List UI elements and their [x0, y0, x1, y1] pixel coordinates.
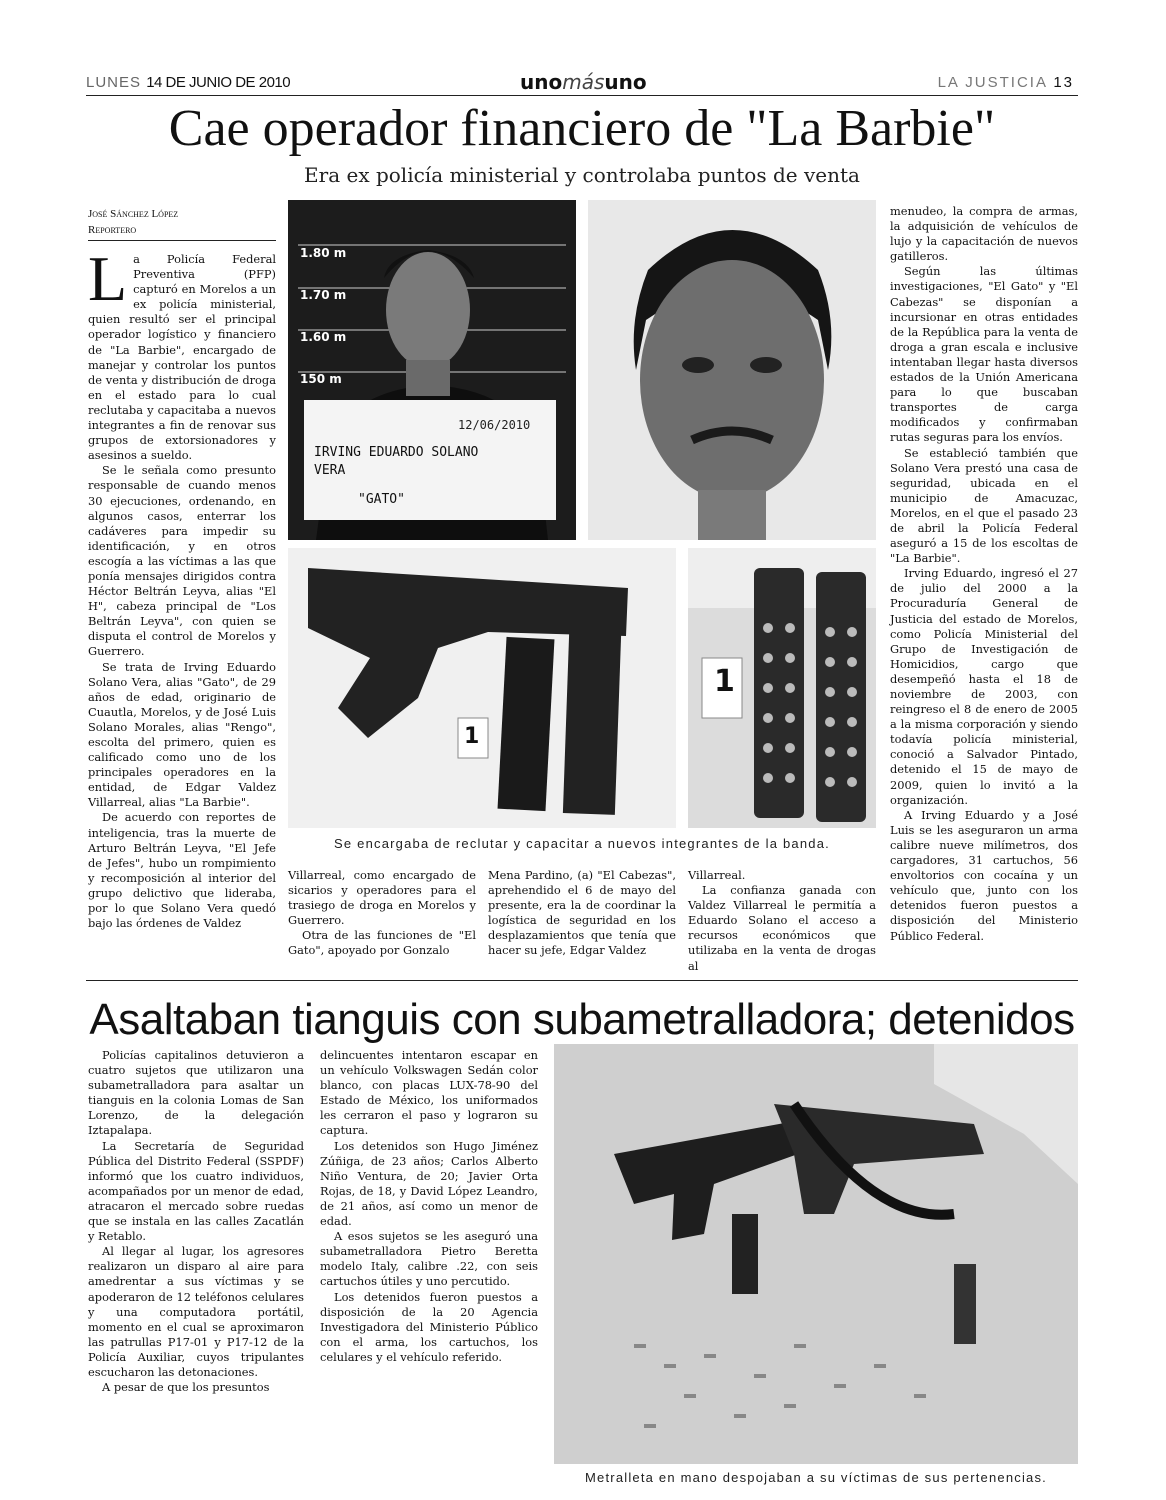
- page-number: 13: [1053, 74, 1074, 91]
- paragraph: Villarreal, como encargado de sicarios y operadores para el trasiego de droga en Morelos y Guerrero.: [288, 868, 476, 928]
- paragraph: menudeo, la compra de armas, la adquisición de vehículos de lujo y la capacitación de nuevos gatilleros.: [890, 204, 1078, 264]
- article1-column-4: [688, 868, 876, 974]
- header-day: LUNES: [86, 74, 142, 91]
- height-mark: 1.70 m: [300, 288, 347, 302]
- sign-date: 12/06/2010: [458, 418, 531, 432]
- sign-name: [314, 444, 478, 480]
- sign-alias: "GATO": [358, 492, 405, 507]
- paragraph: Se le señala como presunto responsable de cuando menos 30 ejecuciones, ordenando, en algunos casos, enterrar los cadáveres para impedir su identificación, y en otros escogía a las víctimas a las que ponía mensajes dirigidos contra Héctor Beltrán Leyva, alias "El H", cabeza principal de "Los Beltrán Leyva", con quien se disputa el control de Morelos y Guerrero.: [88, 463, 276, 659]
- paragraph: La confianza ganada con Valdez Villarreal le permitía a Eduardo Solano el acceso a recursos económicos que utilizaba en la venta de drogas al: [688, 883, 876, 973]
- article-divider: [86, 980, 1078, 981]
- height-mark: 1.80 m: [300, 246, 347, 260]
- portrait-illustration: [588, 200, 876, 540]
- logo-part-1: uno: [520, 70, 563, 94]
- mugshot-photo: [288, 200, 576, 540]
- article2-caption: Metralleta en mano despojaban a su víctimas de sus pertenencias.: [585, 1470, 1047, 1485]
- sign-name-line-1: IRVING EDUARDO SOLANO: [314, 445, 479, 460]
- header-date: 14 DE JUNIO DE 2010: [146, 74, 291, 91]
- paragraph: Se trata de Irving Eduardo Solano Vera, alias "Gato", de 29 años de edad, originario de Cuautla, Morelos, y de José Luis Solano Morales, alias "Rengo", escolta del primero, quien es calificado como uno de los principales operadores en la entidad, de Edgar Valdez Villarreal, alias "La Barbie".: [88, 659, 276, 810]
- article2-headline: Asaltaban tianguis con subametralladora; detenidos: [89, 995, 1075, 1044]
- paragraph: A Irving Eduardo y a José Luis se les aseguraron un arma calibre nueve milímetros, dos cargadores, 31 cartuchos, 56 envoltorios con cocaína y un vehículo que, junto con los detenidos fueron puestos a disposición del Ministerio Público Federal.: [890, 807, 1078, 943]
- paragraph: Según las últimas investigaciones, "El Gato" y "El Cabezas" se disponían a incursionar en otras entidades de la República para la venta de droga a gran escala e inclusive intentaban llegar hasta diversos estados de la Unión Americana para lo que buscaban transportes de carga modificados y confirmaban rutas seguras para los envíos.: [890, 264, 1078, 445]
- submachine-gun-photo: [554, 1044, 1078, 1464]
- section-name: LA JUSTICIA: [937, 74, 1048, 91]
- article1-deck: Era ex policía ministerial y controlaba puntos de venta: [304, 163, 860, 187]
- article1-column-1: [88, 243, 276, 931]
- paragraph: A pesar de que los presuntos: [102, 1380, 270, 1395]
- article1-column-3: [488, 868, 676, 959]
- height-scale: [300, 232, 346, 400]
- article1-column-2: [288, 868, 476, 959]
- logo-part-2: más: [562, 70, 605, 94]
- evidence-marker: 1: [464, 724, 480, 749]
- paragraph: Policías capitalinos detuvieron a cuatro sujetos que utilizaron una subametralladora para asaltar un tianguis en la colonia Lomas de San Lorenzo, de la delegación Iztapalapa.: [88, 1048, 304, 1138]
- height-mark: 1.60 m: [300, 330, 347, 344]
- magazines-photo: [688, 548, 876, 828]
- article1-caption: Se encargaba de reclutar y capacitar a nuevos integrantes de la banda.: [334, 836, 830, 851]
- page-header-section: [938, 74, 1074, 91]
- submachine-gun-illustration: [554, 1044, 1078, 1464]
- byline-rule: [88, 240, 276, 241]
- byline: [88, 206, 178, 238]
- paragraph: Villarreal.: [688, 868, 746, 882]
- dropcap: L: [88, 243, 128, 314]
- author-name: José Sánchez López: [88, 208, 179, 220]
- paragraph: Otra de las funciones de "El Gato", apoyado por Gonzalo: [288, 928, 476, 958]
- paragraph: La Secretaría de Seguridad Pública del Distrito Federal (SSPDF) informó que los cuatro individuos, acompañados por un menor de edad, atracaron el mercado sobre ruedas que se instala en las calles Zacatlán y Retablo.: [88, 1138, 304, 1244]
- paragraph: Mena Pardino, (a) "El Cabezas", aprehendido el 6 de mayo del presente, era la de coordinar la logística de seguridad en los desplazamientos que tenía que hacer su jefe, Edgar Valdez: [488, 868, 676, 958]
- paragraph: Los detenidos son Hugo Jiménez Zúñiga, de 23 años; Carlos Alberto Niño Ventura, de 20; Javier Orta Rojas, de 18, y David López Leandro, de 21 años, así como un menor de edad.: [320, 1138, 538, 1229]
- paragraph: A esos sujetos se les aseguró una subametralladora Pietro Beretta modelo Italy, calibre .22, con seis cartuchos útiles y uno percutido.: [320, 1229, 538, 1289]
- newspaper-logo: [520, 70, 647, 94]
- page-header-date: [86, 74, 290, 91]
- paragraph: a Policía Federal Preventiva (PFP) capturó en Morelos a un ex policía ministerial, quien resultó ser el principal operador logístico y financiero de "La Barbie", encargado de manejar y controlar los puntos de venta y distribución de droga en el estado para lo cual reclutaba y capacitaba a nuevos integrantes a fin de renovar sus grupos de extorsionadores y asesinos a sueldo.: [88, 252, 276, 463]
- paragraph: Los detenidos fueron puestos a disposición de la 20 Agencia Investigadora del Ministerio Público con el arma, los cartuchos, los celulares y el vehículo referido.: [320, 1289, 538, 1364]
- header-rule: [86, 95, 1078, 96]
- article2-column-2: [320, 1048, 538, 1365]
- pistol-illustration: [288, 548, 676, 828]
- article1-column-5: [890, 204, 1078, 944]
- height-mark: 150 m: [300, 372, 342, 386]
- logo-part-3: uno: [604, 70, 647, 94]
- paragraph: Se estableció también que Solano Vera prestó una casa de seguridad, ubicada en el municipio de Amacuzac, Morelos, en el que el pasado 23 de abril la Policía Federal aseguró a 15 de los escoltas de "La Barbie".: [890, 445, 1078, 566]
- pistol-photo: [288, 548, 676, 828]
- author-role: Reportero: [88, 224, 137, 236]
- sign-name-line-2: VERA: [314, 463, 346, 478]
- paragraph: De acuerdo con reportes de inteligencia, tras la muerte de Arturo Beltrán Leyva, "El Jefe de Jefes", hubo un rompimiento y recomposición al interior del grupo delictivo que lideraba, por lo que Solano Vera quedó bajo las órdenes de Valdez: [88, 810, 276, 931]
- article2-column-1: [88, 1048, 304, 1395]
- paragraph: Irving Eduardo, ingresó el 27 de julio del 2000 a la Procuraduría General de Justicia del estado de Morelos, como Policía Ministerial del Grupo de Investigación de Homicidios, cargo que desempeñó hasta el 18 de noviembre de 2003, con reingreso el 8 de enero de 2005 a la misma corporación y siendo todavía policía ministerial, conoció a Salvador Pintado, detenido el 15 de mayo de 2009, quien lo invitó a la organización.: [890, 566, 1078, 807]
- paragraph: Al llegar al lugar, los agresores realizaron un disparo al aire para amedrentar a sus víctimas y se apoderaron de 12 teléfonos celulares y una computadora portátil, momento en el cual se aproximaron las patrullas P17-01 y P17-12 de la Policía Auxiliar, cuyos tripulantes escucharon las detonaciones.: [88, 1244, 304, 1379]
- evidence-marker: 1: [714, 664, 735, 699]
- article1-headline: Cae operador financiero de "La Barbie": [168, 100, 996, 157]
- portrait-photo: [588, 200, 876, 540]
- paragraph: delincuentes intentaron escapar en un vehículo Volkswagen Sedán color blanco, con placas LUX-78-90 del Estado de México, los uniformados les cerraron el paso y lograron su captura.: [320, 1048, 538, 1138]
